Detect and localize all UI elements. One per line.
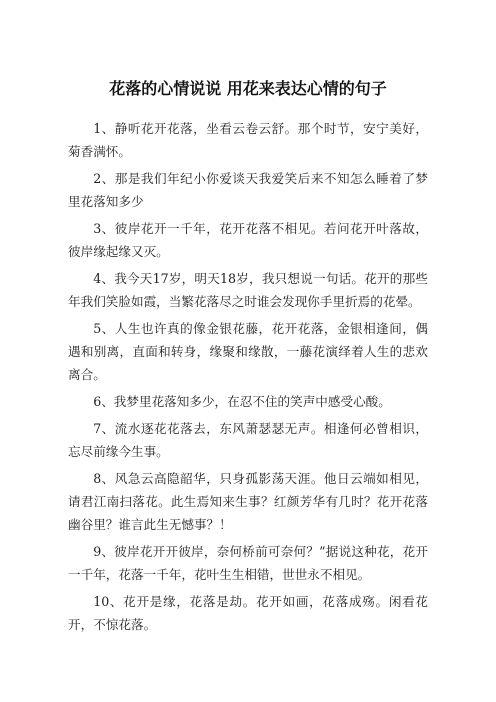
document-title: 花落的心情说说 用花来表达心情的句子 [109, 79, 387, 98]
paragraph-9: 9、彼岸花开开彼岸，奈何桥前可奈何？”据说这种花，花开一千年，花落一千年，花叶生生相错，世世永不相见。 [68, 544, 428, 582]
paragraph-3: 3、彼岸花开一千年，花开花落不相见。若问花开叶落故，彼岸缘起缘又灭。 [68, 221, 428, 259]
paragraph-5: 5、人生也许真的像金银花藤，花开花落，金银相逢间，偶遇和别离，直面和转身，缘聚和缘散，一藤花演绎着人生的悲欢离合。 [68, 321, 428, 382]
paragraph-1: 1、静听花开花落，坐看云卷云舒。那个时节，安宁美好，菊香满怀。 [68, 121, 428, 159]
paragraph-2: 2、那是我们年纪小你爱谈天我爱笑后来不知怎么睡着了梦里花落知多少 [68, 171, 428, 209]
document-body [68, 117, 428, 636]
paragraph-7: 7、流水逐花花落去，东风萧瑟瑟无声。相逢何必曾相识，忘尽前缘今生事。 [68, 421, 428, 459]
paragraph-6: 6、我梦里花落知多少，在忍不住的笑声中感受心酸。 [93, 394, 391, 409]
paragraph-4: 4、我今天17岁，明天18岁，我只想说一句话。花开的那些年我们笑脸如霞，当繁花落尽之时谁会发现你手里折焉的花晕。 [68, 271, 428, 309]
paragraph-10: 10、花开是缘，花落是劫。花开如画，花落成殇。闲看花开，不惊花落。 [68, 594, 428, 632]
paragraph-8: 8、风急云高隐韶华，只身孤影荡天涯。他日云端如相见，请君江南扫落花。此生焉知来生事？红颜芳华有几时？花开花落幽谷里？谁言此生无憾事？！ [68, 471, 428, 532]
